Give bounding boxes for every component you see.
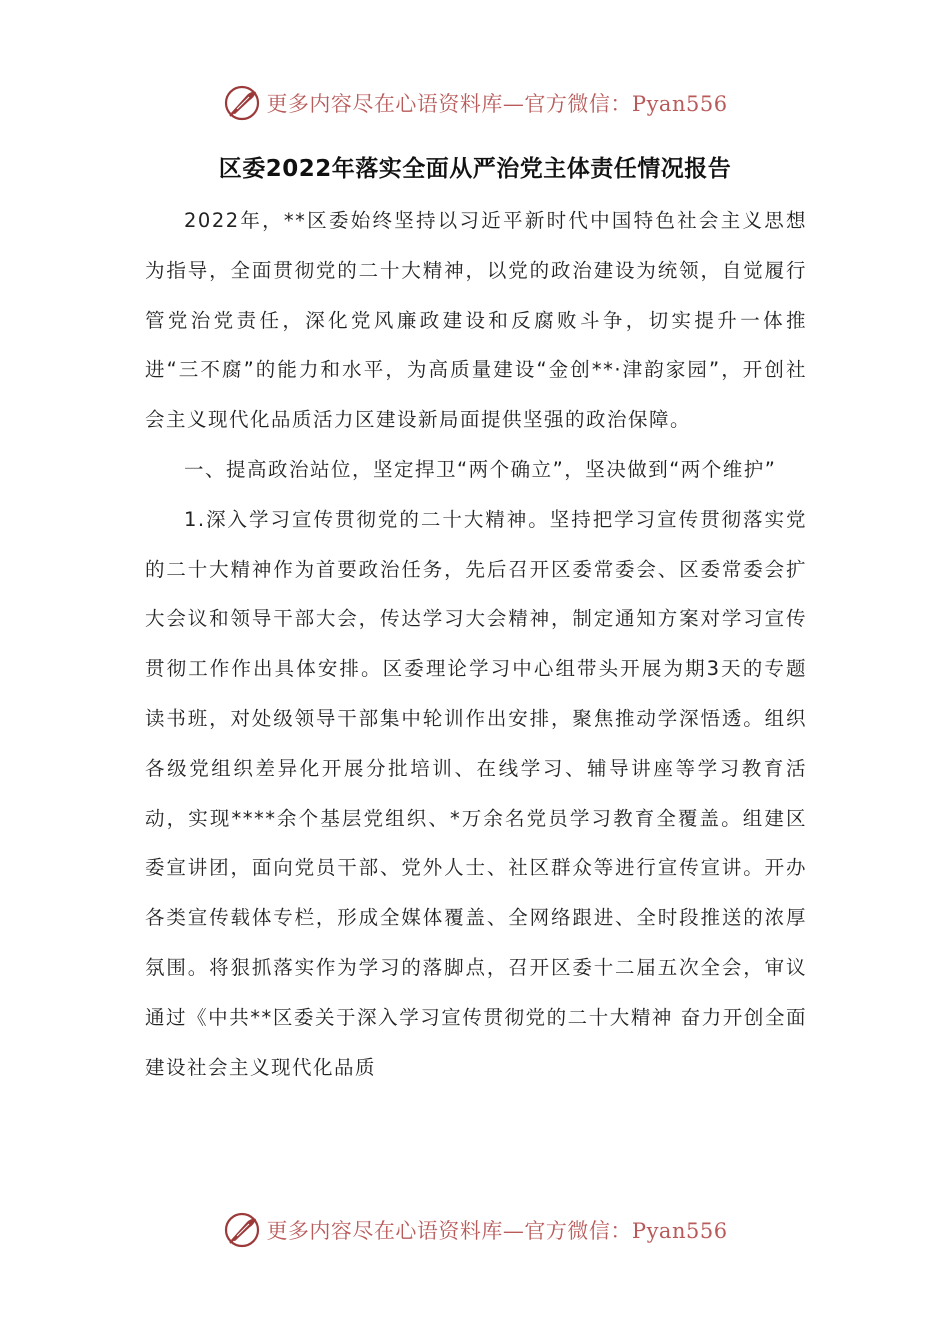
document-title: 区委2022年落实全面从严治党主体责任情况报告 xyxy=(218,156,732,182)
watermark-text: 更多内容尽在心语资料库—官方微信：Pyan556 xyxy=(266,92,728,116)
quill-pen-logo-icon xyxy=(222,1210,262,1250)
document-body xyxy=(145,196,807,1092)
intro-paragraph: 2022年，**区委始终坚持以习近平新时代中国特色社会主义思想为指导，全面贯彻党的二十大精神，以党的政治建设为统领，自觉履行管党治党责任，深化党风廉政建设和反腐败斗争，切实提升一体推进“三不腐”的能力和水平，为高质量建设“金创**·津韵家园”，开创社会主义现代化品质活力区建设新局面提供坚强的政治保障。 xyxy=(145,209,807,432)
quill-pen-logo-icon xyxy=(222,83,262,123)
section-heading-1: 一、提高政治站位，坚定捍卫“两个确立”，坚决做到“两个维护” xyxy=(184,457,777,481)
watermark-footer xyxy=(0,1207,950,1253)
watermark-text: 更多内容尽在心语资料库—官方微信：Pyan556 xyxy=(266,1219,728,1243)
paragraph-1-1: 1.深入学习宣传贯彻党的二十大精神。坚持把学习宣传贯彻落实党的二十大精神作为首要政治任务，先后召开区委常委会、区委常委会扩大会议和领导干部大会，传达学习大会精神，制定通知方案对学习宣传贯彻工作作出具体安排。区委理论学习中心组带头开展为期3天的专题读书班，对处级领导干部集中轮训作出安排，聚焦推动学深悟透。组织各级党组织差异化开展分批培训、在线学习、辅导讲座等学习教育活动，实现****余个基层党组织、*万余名党员学习教育全覆盖。组建区委宣讲团，面向党员干部、党外人士、社区群众等进行宣传宣讲。开办各类宣传载体专栏，形成全媒体覆盖、全网络跟进、全时段推送的浓厚氛围。将狠抓落实作为学习的落脚点，召开区委十二届五次全会，审议通过《中共**区委关于深入学习宣传贯彻党的二十大精神 奋力开创全面建设社会主义现代化品质 xyxy=(145,507,807,1079)
watermark-header xyxy=(0,80,950,126)
